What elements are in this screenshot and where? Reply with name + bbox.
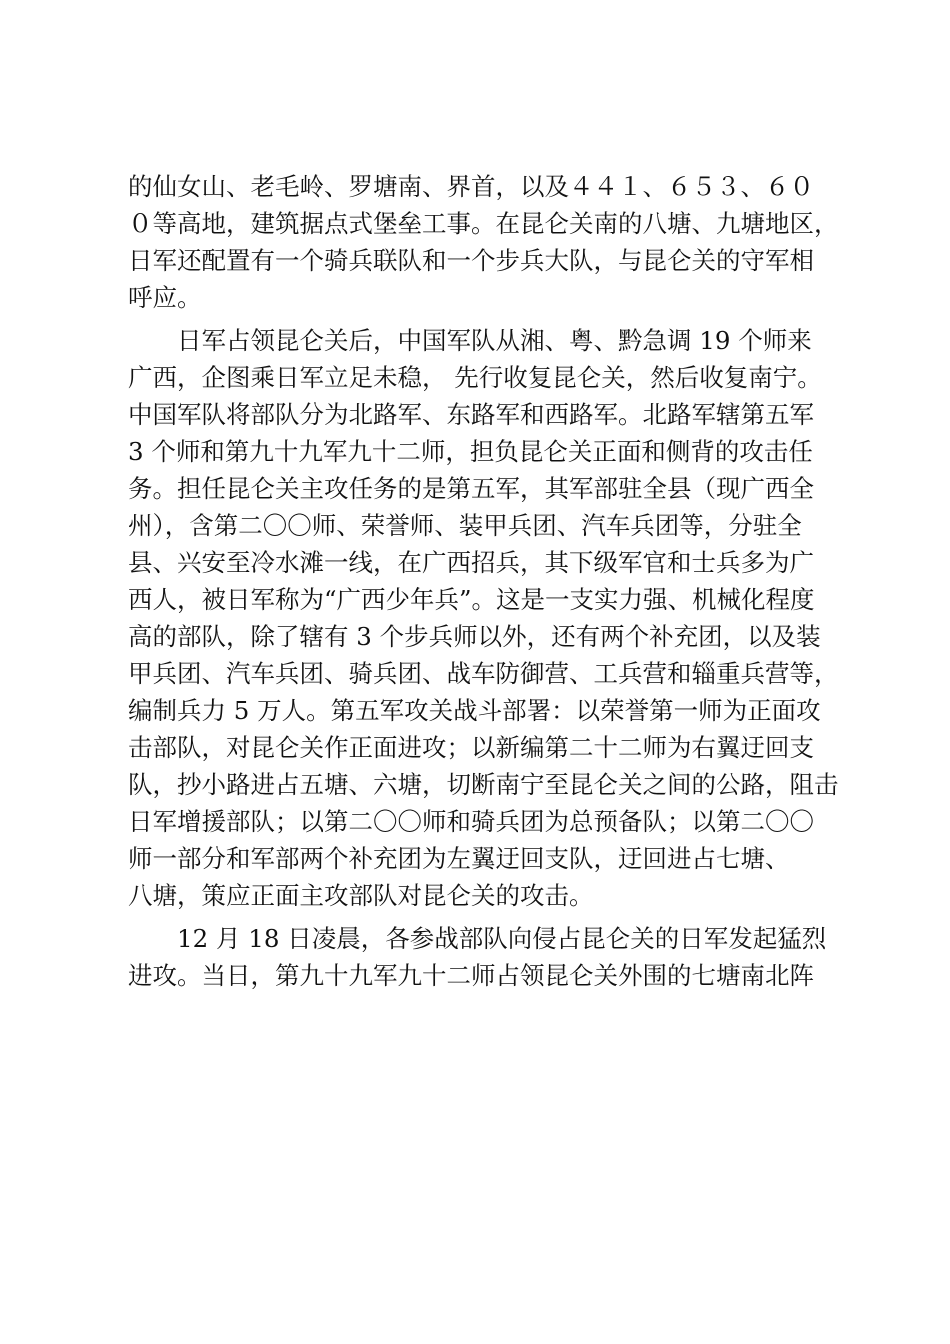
text-line: 队，抄小路进占五塘、六塘，切断南宁至昆仑关之间的公路，阻击 [128,770,839,799]
text-line: 师一部分和军部两个补充团为左翼迂回支队，迂回进占七塘、 [128,844,790,873]
text-line: 呼应。 [128,283,202,312]
body-text [128,168,848,994]
text-line: 日军占领昆仑关后，中国军队从湘、粤、黔急调 19 个师来 [128,326,812,355]
text-line: 高的部队，除了辖有 3 个步兵师以外，还有两个补充团，以及装 [128,622,821,651]
text-line: 中国军队将部队分为北路军、东路军和西路军。北路军辖第五军 [128,400,814,429]
text-line: 甲兵团、汽车兵团、骑兵团、战车防御营、工兵营和辎重兵营等， [128,659,839,688]
text-line: ０等高地，建筑据点式堡垒工事。在昆仑关南的八塘、九塘地区， [128,209,839,238]
text-line: 3 个师和第九十九军九十二师，担负昆仑关正面和侧背的攻击任 [128,437,813,466]
paragraph-1 [128,168,848,316]
text-line: 务。担任昆仑关主攻任务的是第五军，其军部驻全县（现广西全 [128,474,814,503]
text-line: 州），含第二〇〇师、荣誉师、装甲兵团、汽车兵团等，分驻全 [128,511,802,540]
text-line: 的仙女山、老毛岭、罗塘南、界首，以及４４１、６５３、６０ [128,172,814,201]
text-line: 日军还配置有一个骑兵联队和一个步兵大队，与昆仑关的守军相 [128,246,814,275]
text-line: 12 月 18 日凌晨，各参战部队向侵占昆仑关的日军发起猛烈 [128,924,827,953]
text-line: 八塘，策应正面主攻部队对昆仑关的攻击。 [128,881,594,910]
text-line: 编制兵力 5 万人。第五军攻关战斗部署：以荣誉第一师为正面攻 [128,696,821,725]
text-line: 击部队，对昆仑关作正面进攻；以新编第二十二师为右翼迂回支 [128,733,814,762]
text-line: 广西，企图乘日军立足未稳， 先行收复昆仑关，然后收复南宁。 [128,363,822,392]
text-line: 日军增援部队；以第二〇〇师和骑兵团为总预备队；以第二〇〇 [128,807,814,836]
paragraph-2 [128,322,848,914]
text-line: 西人，被日军称为“广西少年兵”。这是一支实力强、机械化程度 [128,585,815,614]
paragraph-3 [128,920,848,994]
text-line: 进攻。当日，第九十九军九十二师占领昆仑关外围的七塘南北阵 [128,961,814,990]
text-line: 县、兴安至冷水滩一线，在广西招兵，其下级军官和士兵多为广 [128,548,814,577]
